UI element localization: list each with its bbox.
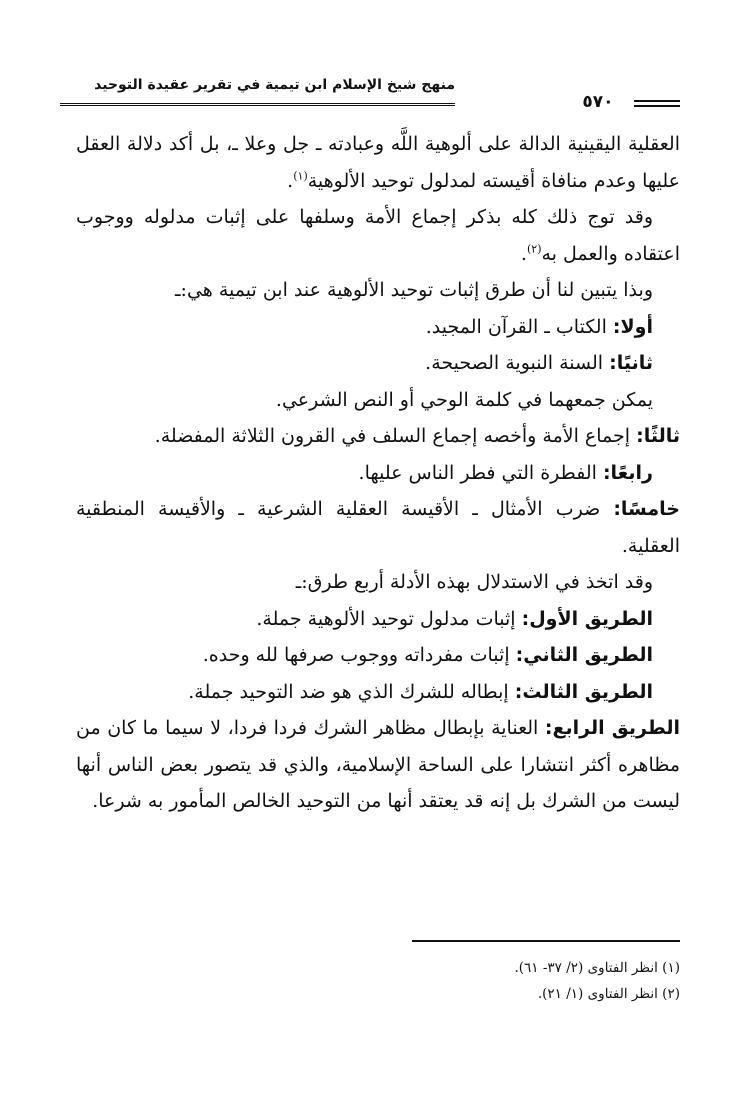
way-item-fourth: الطريق الرابع: العناية بإبطال مظاهر الشرك فردا فردا، لا سيما ما كان من مظاهره أكثر انتشارا على الساحة الإسلامية، والذي قد يتصور بعض الناس أنها ليست من الشرك بل إنه قد يعتقد أنها من التوحيد الخالص المأمور به شرعا. bbox=[76, 717, 680, 812]
footnote-1: (١) انظر الفتاوى (٢/ ٣٧- ٦١). bbox=[514, 960, 680, 976]
page-number-rule-bottom bbox=[634, 105, 680, 107]
page-number-rule-top bbox=[634, 100, 680, 102]
list-item-second: ثانيًا: السنة النبوية الصحيحة. bbox=[425, 352, 653, 374]
way-item-first: الطريق الأول: إثبات مدلول توحيد الألوهية جملة. bbox=[256, 607, 653, 630]
paragraph-methods-intro: وبذا يتبين لنا أن طرق إثبات توحيد الألوهية عند ابن تيمية هي:ـ bbox=[174, 279, 653, 301]
way-item-third: الطريق الثالث: إبطاله للشرك الذي هو ضد التوحيد جملة. bbox=[188, 680, 653, 703]
list-item-third: ثالثًا: إجماع الأمة وأخصه إجماع السلف في القرون الثلاثة المفضلة. bbox=[154, 425, 680, 447]
list-item-fifth: خامسًا: ضرب الأمثال ـ الأقيسة العقلية الشرعية ـ والأقيسة المنطقية العقلية. bbox=[76, 498, 680, 557]
header-rule bbox=[60, 103, 455, 106]
list-item-fourth: رابعًا: الفطرة التي فطر الناس عليها. bbox=[358, 461, 653, 484]
paragraph-revelation-note: يمكن جمعهما في كلمة الوحي أو النص الشرعي. bbox=[275, 388, 653, 411]
footnote-separator bbox=[412, 940, 680, 942]
footnote-2: (٢) انظر الفتاوى (١/ ٢١). bbox=[537, 986, 680, 1002]
footnotes bbox=[300, 955, 680, 1007]
running-header-title: منهج شيخ الإسلام ابن تيمية في تقرير عقيدة التوحيد bbox=[94, 77, 455, 93]
paragraph-ways-intro: وقد اتخذ في الاستدلال بهذه الأدلة أربع طرق:ـ bbox=[295, 571, 653, 593]
footnote-ref-1: (١) bbox=[293, 169, 308, 183]
paragraph-continuation: العقلية اليقينية الدالة على ألوهية اللَّه وعبادته ـ جل وعلا ـ، بل أكد دلالة العقل عليها وعدم منافاة أقيسته لمدلول توحيد الألوهية$^{(١)}$. bbox=[76, 133, 680, 192]
page-number: ٥٧٠ bbox=[582, 92, 614, 112]
body-text bbox=[76, 126, 680, 820]
footnote-ref-2: (٢) bbox=[526, 242, 542, 256]
way-item-second: الطريق الثاني: إثبات مفرداته ووجوب صرفها لله وحده. bbox=[202, 644, 653, 666]
list-item-first: أولا: الكتاب ـ القرآن المجيد. bbox=[425, 315, 653, 338]
paragraph-consensus: وقد توج ذلك كله بذكر إجماع الأمة وسلفها على إثبات مدلوله ووجوب اعتقاده والعمل به$^{(٢)}$. bbox=[76, 206, 680, 265]
